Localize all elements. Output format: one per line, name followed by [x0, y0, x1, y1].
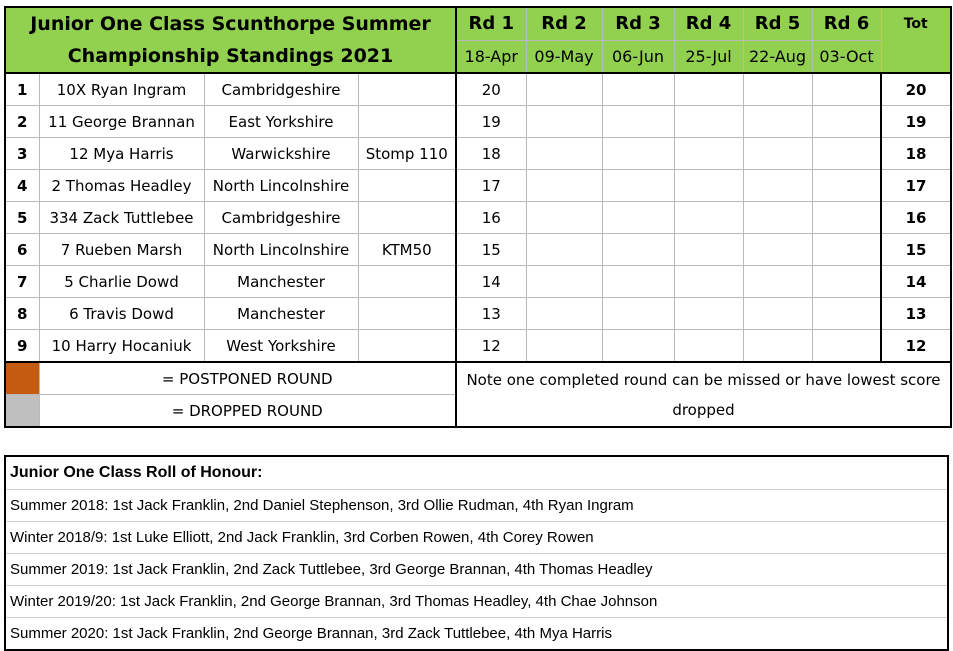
total-score: 14 [881, 266, 951, 298]
bike-cell [358, 298, 456, 330]
total-score: 15 [881, 234, 951, 266]
position-cell: 4 [5, 170, 39, 202]
round-4-score [674, 73, 743, 106]
table-row [5, 106, 951, 138]
round-4-score [674, 138, 743, 170]
round-3-header: Rd 3 [602, 7, 674, 40]
honour-entry: Summer 2019: 1st Jack Franklin, 2nd Zack Tuttlebee, 3rd George Brannan, 4th Thomas Headley [6, 553, 947, 585]
round-6-score [812, 73, 881, 106]
county-cell: Cambridgeshire [204, 202, 358, 234]
rider-name-cell: 11 George Brannan [39, 106, 204, 138]
round-2-score [526, 73, 602, 106]
round-5-score [743, 170, 812, 202]
round-5-score [743, 138, 812, 170]
round-4-score [674, 330, 743, 363]
county-cell: North Lincolnshire [204, 234, 358, 266]
table-row [5, 298, 951, 330]
county-cell: Cambridgeshire [204, 73, 358, 106]
table-row [5, 202, 951, 234]
round-2-score [526, 298, 602, 330]
round-1-score: 14 [456, 266, 526, 298]
round-6-score [812, 234, 881, 266]
round-5-score [743, 298, 812, 330]
round-5-score [743, 330, 812, 363]
round-1-score: 20 [456, 73, 526, 106]
round-4-score [674, 170, 743, 202]
county-cell: North Lincolnshire [204, 170, 358, 202]
round-6-date: 03-Oct [812, 40, 881, 73]
round-3-score [602, 170, 674, 202]
title-line-2: Championship Standings 2021 [67, 45, 394, 67]
round-1-score: 12 [456, 330, 526, 363]
position-cell: 5 [5, 202, 39, 234]
honour-entry: Summer 2018: 1st Jack Franklin, 2nd Daniel Stephenson, 3rd Ollie Rudman, 4th Ryan Ingram [6, 489, 947, 521]
dropped-legend: = DROPPED ROUND [39, 395, 456, 428]
round-3-score [602, 73, 674, 106]
round-4-score [674, 106, 743, 138]
round-1-score: 17 [456, 170, 526, 202]
total-score: 19 [881, 106, 951, 138]
bike-cell [358, 73, 456, 106]
round-1-score: 19 [456, 106, 526, 138]
round-6-score [812, 202, 881, 234]
rider-name-cell: 5 Charlie Dowd [39, 266, 204, 298]
round-1-date: 18-Apr [456, 40, 526, 73]
total-score: 20 [881, 73, 951, 106]
position-cell: 7 [5, 266, 39, 298]
total-score: 18 [881, 138, 951, 170]
total-score: 17 [881, 170, 951, 202]
position-cell: 2 [5, 106, 39, 138]
table-row [5, 266, 951, 298]
round-6-score [812, 298, 881, 330]
round-6-score [812, 330, 881, 363]
round-2-date: 09-May [526, 40, 602, 73]
bike-cell: Stomp 110 [358, 138, 456, 170]
round-3-score [602, 234, 674, 266]
round-5-date: 22-Aug [743, 40, 812, 73]
table-row [5, 73, 951, 106]
round-4-score [674, 298, 743, 330]
position-cell: 1 [5, 73, 39, 106]
round-3-date: 06-Jun [602, 40, 674, 73]
total-score: 13 [881, 298, 951, 330]
round-6-score [812, 106, 881, 138]
round-1-score: 13 [456, 298, 526, 330]
table-row [5, 138, 951, 170]
postponed-swatch [5, 362, 39, 395]
round-3-score [602, 202, 674, 234]
round-2-score [526, 138, 602, 170]
county-cell: West Yorkshire [204, 330, 358, 363]
position-cell: 6 [5, 234, 39, 266]
position-cell: 8 [5, 298, 39, 330]
round-5-header: Rd 5 [743, 7, 812, 40]
bike-cell [358, 202, 456, 234]
bike-cell [358, 106, 456, 138]
honour-entry: Winter 2019/20: 1st Jack Franklin, 2nd George Brannan, 3rd Thomas Headley, 4th Chae Johnson [6, 585, 947, 617]
county-cell: East Yorkshire [204, 106, 358, 138]
rider-name-cell: 12 Mya Harris [39, 138, 204, 170]
round-2-score [526, 234, 602, 266]
round-5-score [743, 202, 812, 234]
round-3-score [602, 266, 674, 298]
round-1-score: 16 [456, 202, 526, 234]
total-header: Tot [881, 7, 951, 73]
round-4-date: 25-Jul [674, 40, 743, 73]
dropped-swatch [5, 395, 39, 428]
bike-cell: KTM50 [358, 234, 456, 266]
round-5-score [743, 73, 812, 106]
standings-table [4, 6, 952, 428]
county-cell: Manchester [204, 298, 358, 330]
rider-name-cell: 10 Harry Hocaniuk [39, 330, 204, 363]
position-cell: 3 [5, 138, 39, 170]
county-cell: Warwickshire [204, 138, 358, 170]
table-row [5, 234, 951, 266]
round-4-score [674, 202, 743, 234]
round-2-score [526, 202, 602, 234]
round-1-score: 15 [456, 234, 526, 266]
standings-title [5, 7, 456, 73]
roll-of-honour-heading: Junior One Class Roll of Honour: [10, 464, 263, 481]
round-4-header: Rd 4 [674, 7, 743, 40]
total-score: 16 [881, 202, 951, 234]
bike-cell [358, 330, 456, 363]
round-5-score [743, 234, 812, 266]
note: Note one completed round can be missed or have lowest score dropped [456, 362, 951, 427]
rider-name-cell: 2 Thomas Headley [39, 170, 204, 202]
round-2-score [526, 170, 602, 202]
rider-name-cell: 7 Rueben Marsh [39, 234, 204, 266]
round-2-header: Rd 2 [526, 7, 602, 40]
round-3-score [602, 298, 674, 330]
round-3-score [602, 330, 674, 363]
round-4-score [674, 266, 743, 298]
round-5-score [743, 266, 812, 298]
round-6-score [812, 138, 881, 170]
title-line-1: Junior One Class Scunthorpe Summer [30, 13, 431, 35]
position-cell: 9 [5, 330, 39, 363]
honour-entry: Summer 2020: 1st Jack Franklin, 2nd George Brannan, 3rd Zack Tuttlebee, 4th Mya Harris [6, 617, 947, 649]
table-row [5, 330, 951, 363]
rider-name-cell: 6 Travis Dowd [39, 298, 204, 330]
round-6-score [812, 170, 881, 202]
round-5-score [743, 106, 812, 138]
bike-cell [358, 266, 456, 298]
round-3-score [602, 138, 674, 170]
rider-name-cell: 10X Ryan Ingram [39, 73, 204, 106]
honour-entry: Winter 2018/9: 1st Luke Elliott, 2nd Jack Franklin, 3rd Corben Rowen, 4th Corey Rowen [6, 521, 947, 553]
postponed-legend: = POSTPONED ROUND [39, 362, 456, 395]
roll-of-honour [4, 455, 949, 651]
round-2-score [526, 266, 602, 298]
round-6-score [812, 266, 881, 298]
rider-name-cell: 334 Zack Tuttlebee [39, 202, 204, 234]
county-cell: Manchester [204, 266, 358, 298]
round-4-score [674, 234, 743, 266]
round-1-score: 18 [456, 138, 526, 170]
round-2-score [526, 106, 602, 138]
round-1-header: Rd 1 [456, 7, 526, 40]
table-row [5, 170, 951, 202]
round-3-score [602, 106, 674, 138]
round-6-header: Rd 6 [812, 7, 881, 40]
round-2-score [526, 330, 602, 363]
total-score: 12 [881, 330, 951, 363]
bike-cell [358, 170, 456, 202]
